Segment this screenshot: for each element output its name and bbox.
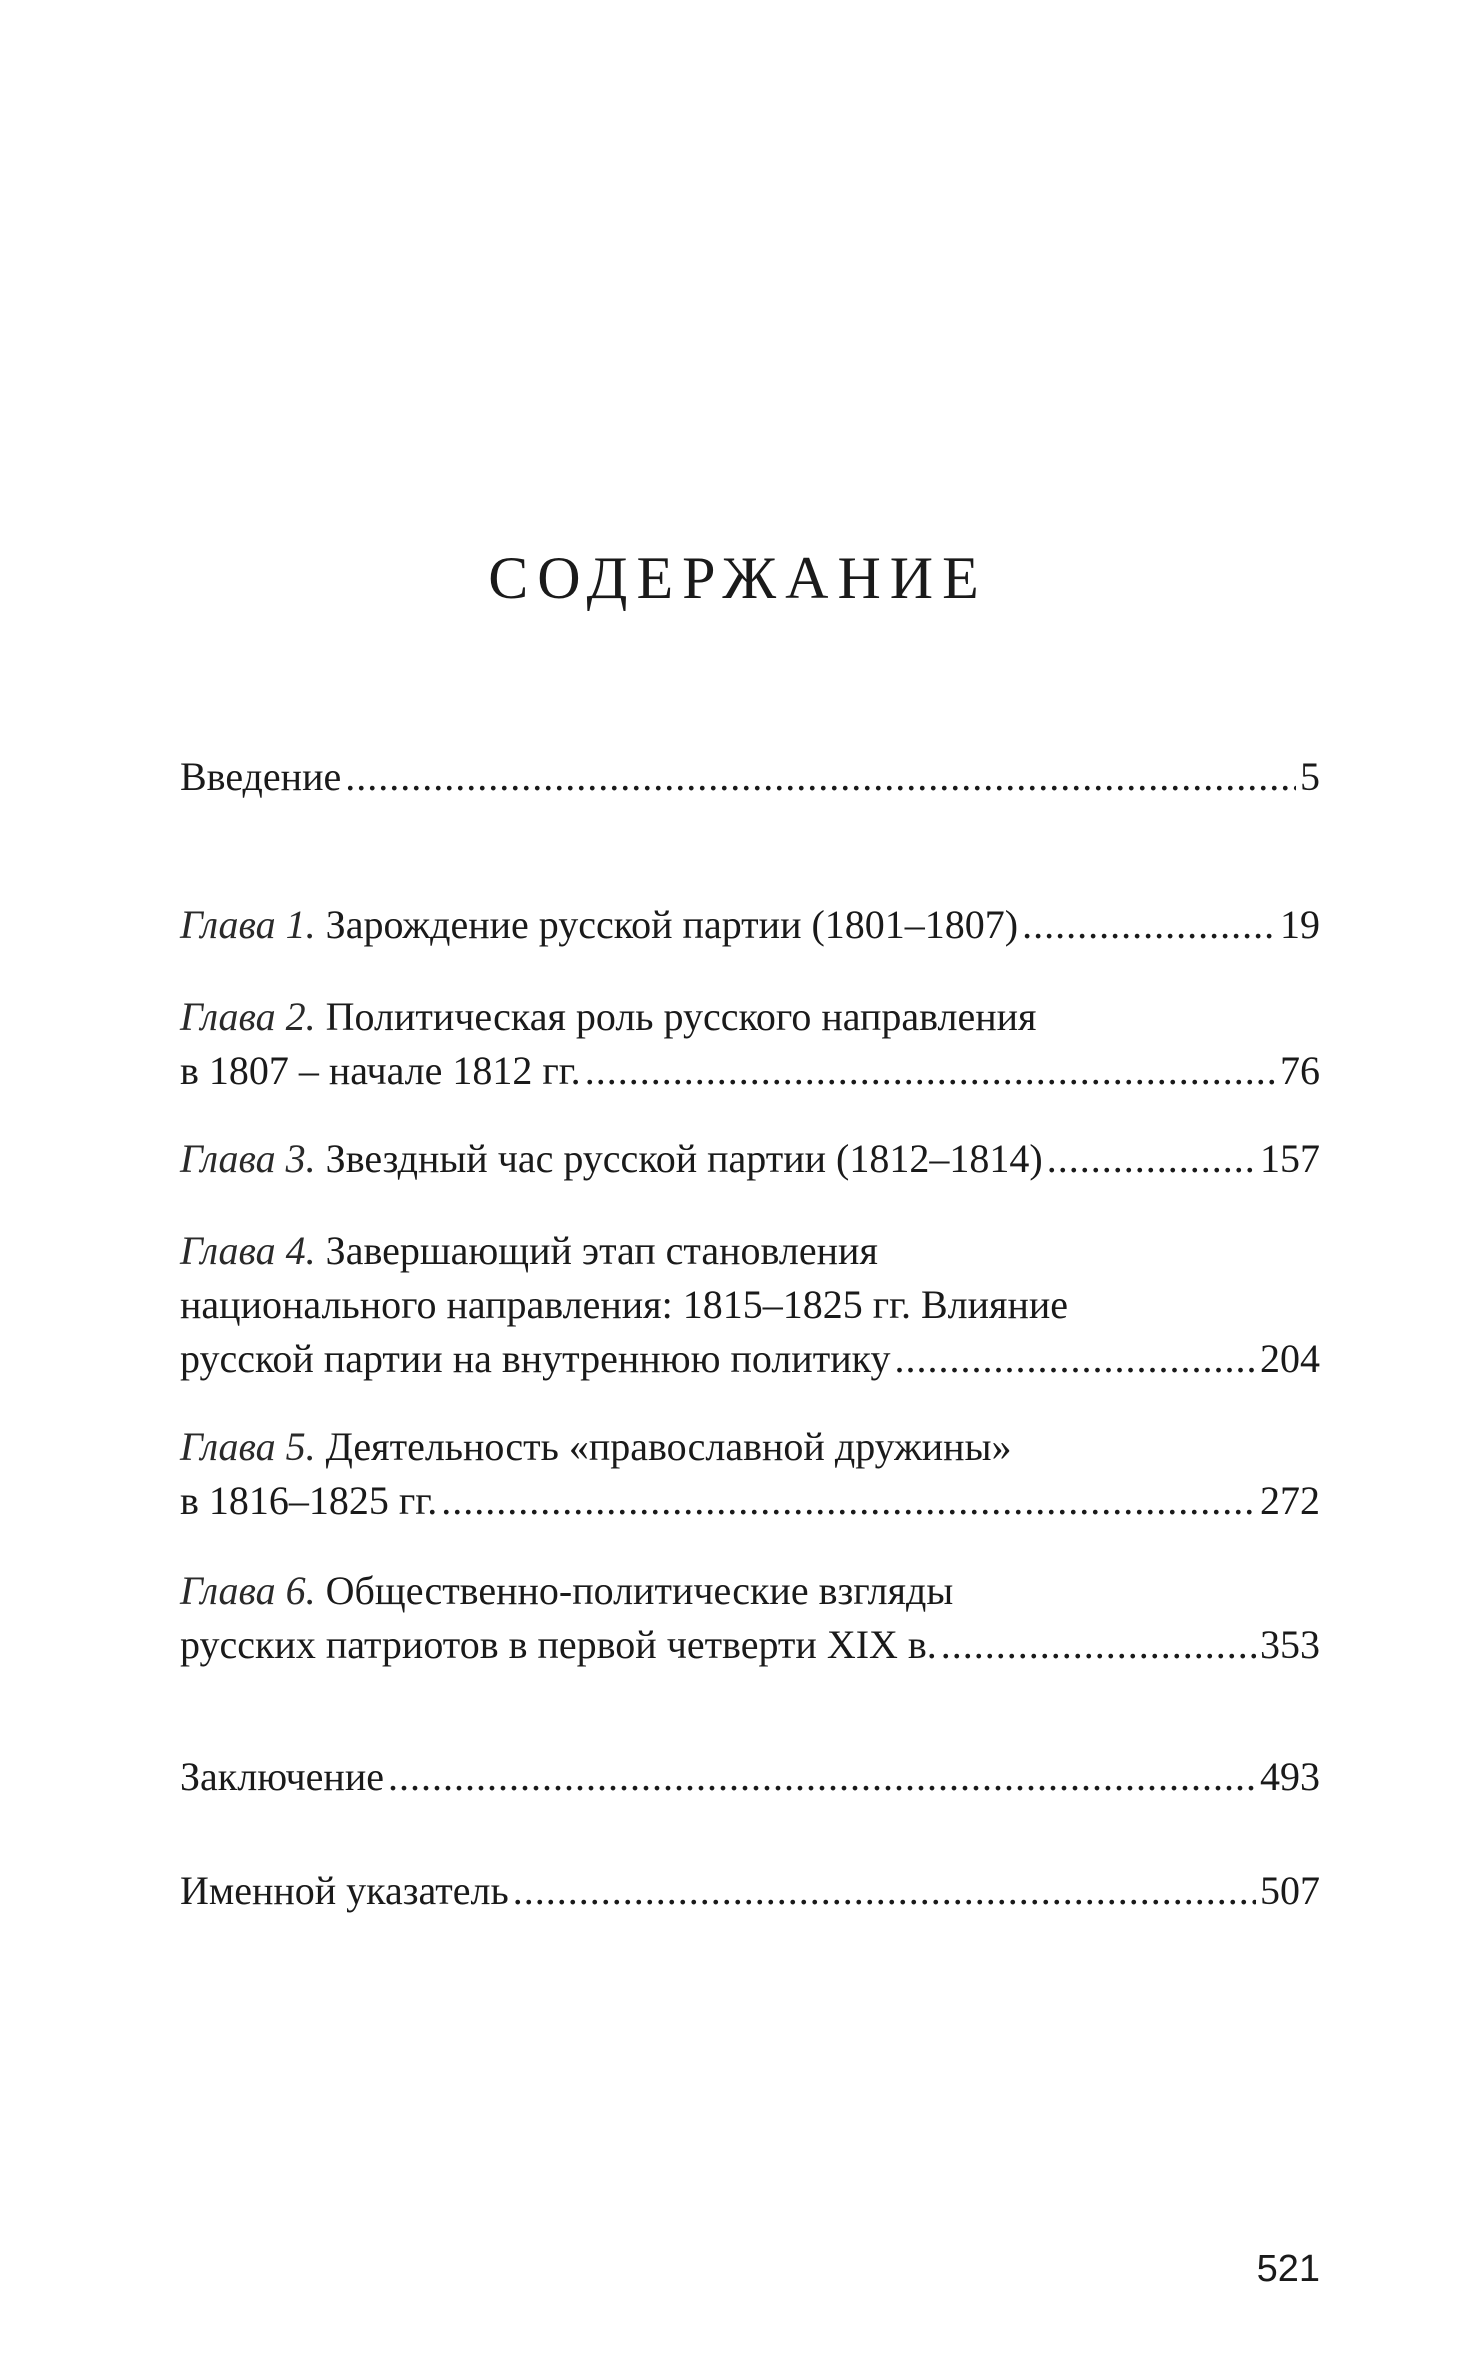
toc-entry-chapter-1: [180, 898, 1320, 952]
page-number: 521: [1256, 2248, 1320, 2290]
toc-page-number: 493: [1260, 1754, 1320, 1799]
toc-entry-title: Введение: [180, 754, 342, 799]
toc-entry-chapter-3: [180, 1132, 1320, 1186]
toc-entry-chapter-6: [180, 1564, 1320, 1672]
toc-entry-introduction: [180, 750, 1320, 804]
toc-entry-conclusion: [180, 1750, 1320, 1804]
toc-page-number: 272: [1260, 1478, 1320, 1523]
toc-page-number: 157: [1260, 1136, 1320, 1181]
toc-entry-name-index: [180, 1864, 1320, 1918]
toc-page-number: 76: [1280, 1048, 1320, 1093]
toc-page-number: 19: [1280, 902, 1320, 947]
toc-entry-chapter-5: [180, 1420, 1320, 1528]
toc-entry-title-continued: русских патриотов в первой четверти XIX в.: [180, 1622, 937, 1667]
toc-entry-title: Зарождение русской партии (1801–1807): [325, 902, 1019, 947]
toc-entry-title: Заключение: [180, 1754, 384, 1799]
toc-entry-title: Звездный час русской партии (1812–1814): [325, 1136, 1043, 1181]
toc-entry-title-continued: в 1807 – начале 1812 гг.: [180, 1048, 581, 1093]
dot-leader: [894, 1332, 1256, 1386]
toc-entry-title: Деятельность «православной дружины»: [325, 1424, 1012, 1469]
toc-entry-title-continued: в 1816–1825 гг.: [180, 1478, 438, 1523]
toc-entry-chapter-2: [180, 990, 1320, 1098]
chapter-label: Глава 2.: [180, 994, 316, 1039]
toc-page-number: 5: [1300, 754, 1320, 799]
dot-leader: [585, 1044, 1276, 1098]
chapter-label: Глава 5.: [180, 1424, 316, 1469]
toc-page-number: 204: [1260, 1336, 1320, 1381]
toc-entry-title: Завершающий этап становления: [325, 1228, 878, 1273]
toc-entry-title-continued: национального направления: 1815–1825 гг. Влияние: [180, 1282, 1069, 1327]
dot-leader: [1047, 1132, 1256, 1186]
dot-leader: [1022, 898, 1276, 952]
chapter-label: Глава 6.: [180, 1568, 316, 1613]
toc-entry-title-continued: русской партии на внутреннюю политику: [180, 1336, 891, 1381]
toc-page-number: 507: [1260, 1868, 1320, 1913]
dot-leader: [441, 1474, 1256, 1528]
chapter-label: Глава 4.: [180, 1228, 316, 1273]
dot-leader: [513, 1864, 1256, 1918]
dot-leader: [388, 1750, 1256, 1804]
dot-leader: [941, 1618, 1256, 1672]
dot-leader: [345, 750, 1296, 804]
toc-entry-title: Общественно-политические взгляды: [325, 1568, 954, 1613]
toc-entry-chapter-4: [180, 1224, 1320, 1386]
toc-page-number: 353: [1260, 1622, 1320, 1667]
chapter-label: Глава 1.: [180, 902, 316, 947]
toc-entry-title: Именной указатель: [180, 1868, 509, 1913]
chapter-label: Глава 3.: [180, 1136, 316, 1181]
page-title: СОДЕРЖАНИЕ: [488, 545, 988, 611]
toc-entry-title: Политическая роль русского направления: [325, 994, 1037, 1039]
